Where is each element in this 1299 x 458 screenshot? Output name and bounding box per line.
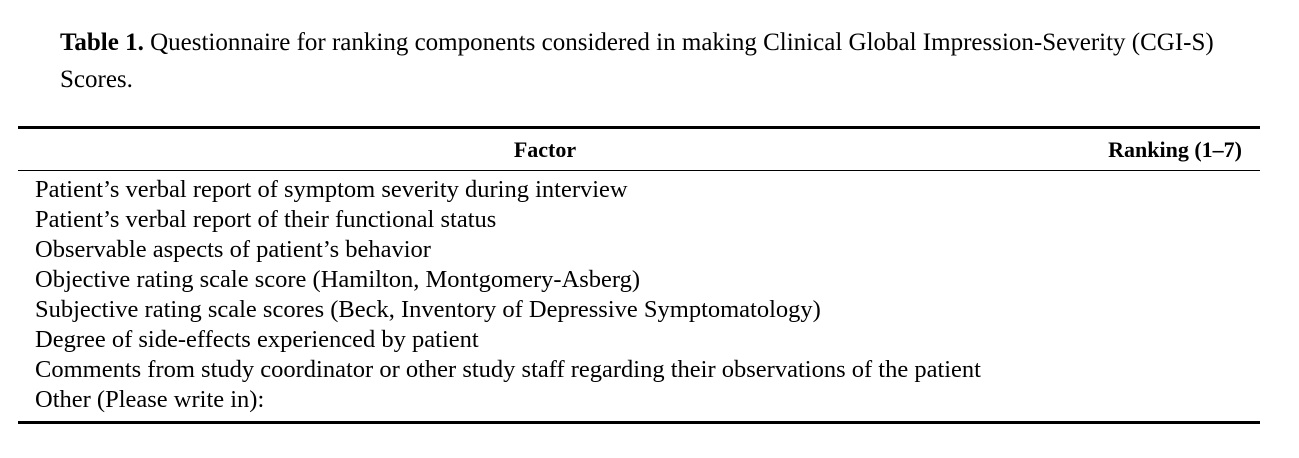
header-ranking: Ranking (1–7) bbox=[1108, 137, 1242, 162]
table-body bbox=[18, 171, 1260, 421]
table-row: Subjective rating scale scores (Beck, Inventory of Depressive Symptomatology) bbox=[35, 296, 821, 323]
caption-text: Questionnaire for ranking components considered in making Clinical Global Impression-Severity (CGI-S) Scores. bbox=[60, 29, 1214, 93]
table-row: Objective rating scale score (Hamilton, Montgomery-Asberg) bbox=[35, 266, 641, 293]
table-bottom-rule bbox=[18, 421, 1260, 424]
table-caption bbox=[60, 24, 1240, 98]
table-row: Patient’s verbal report of their functional status bbox=[35, 206, 497, 233]
table-header-row bbox=[18, 129, 1260, 170]
questionnaire-table bbox=[18, 126, 1260, 424]
table-row: Other (Please write in): bbox=[35, 386, 265, 413]
table-row: Patient’s verbal report of symptom severity during interview bbox=[35, 176, 628, 203]
table-row: Observable aspects of patient’s behavior bbox=[35, 236, 431, 263]
table-row: Comments from study coordinator or other study staff regarding their observations of the patient bbox=[35, 356, 981, 383]
table-row: Degree of side-effects experienced by patient bbox=[35, 326, 479, 353]
header-factor: Factor bbox=[513, 137, 577, 162]
table-label: Table 1. bbox=[60, 29, 144, 56]
